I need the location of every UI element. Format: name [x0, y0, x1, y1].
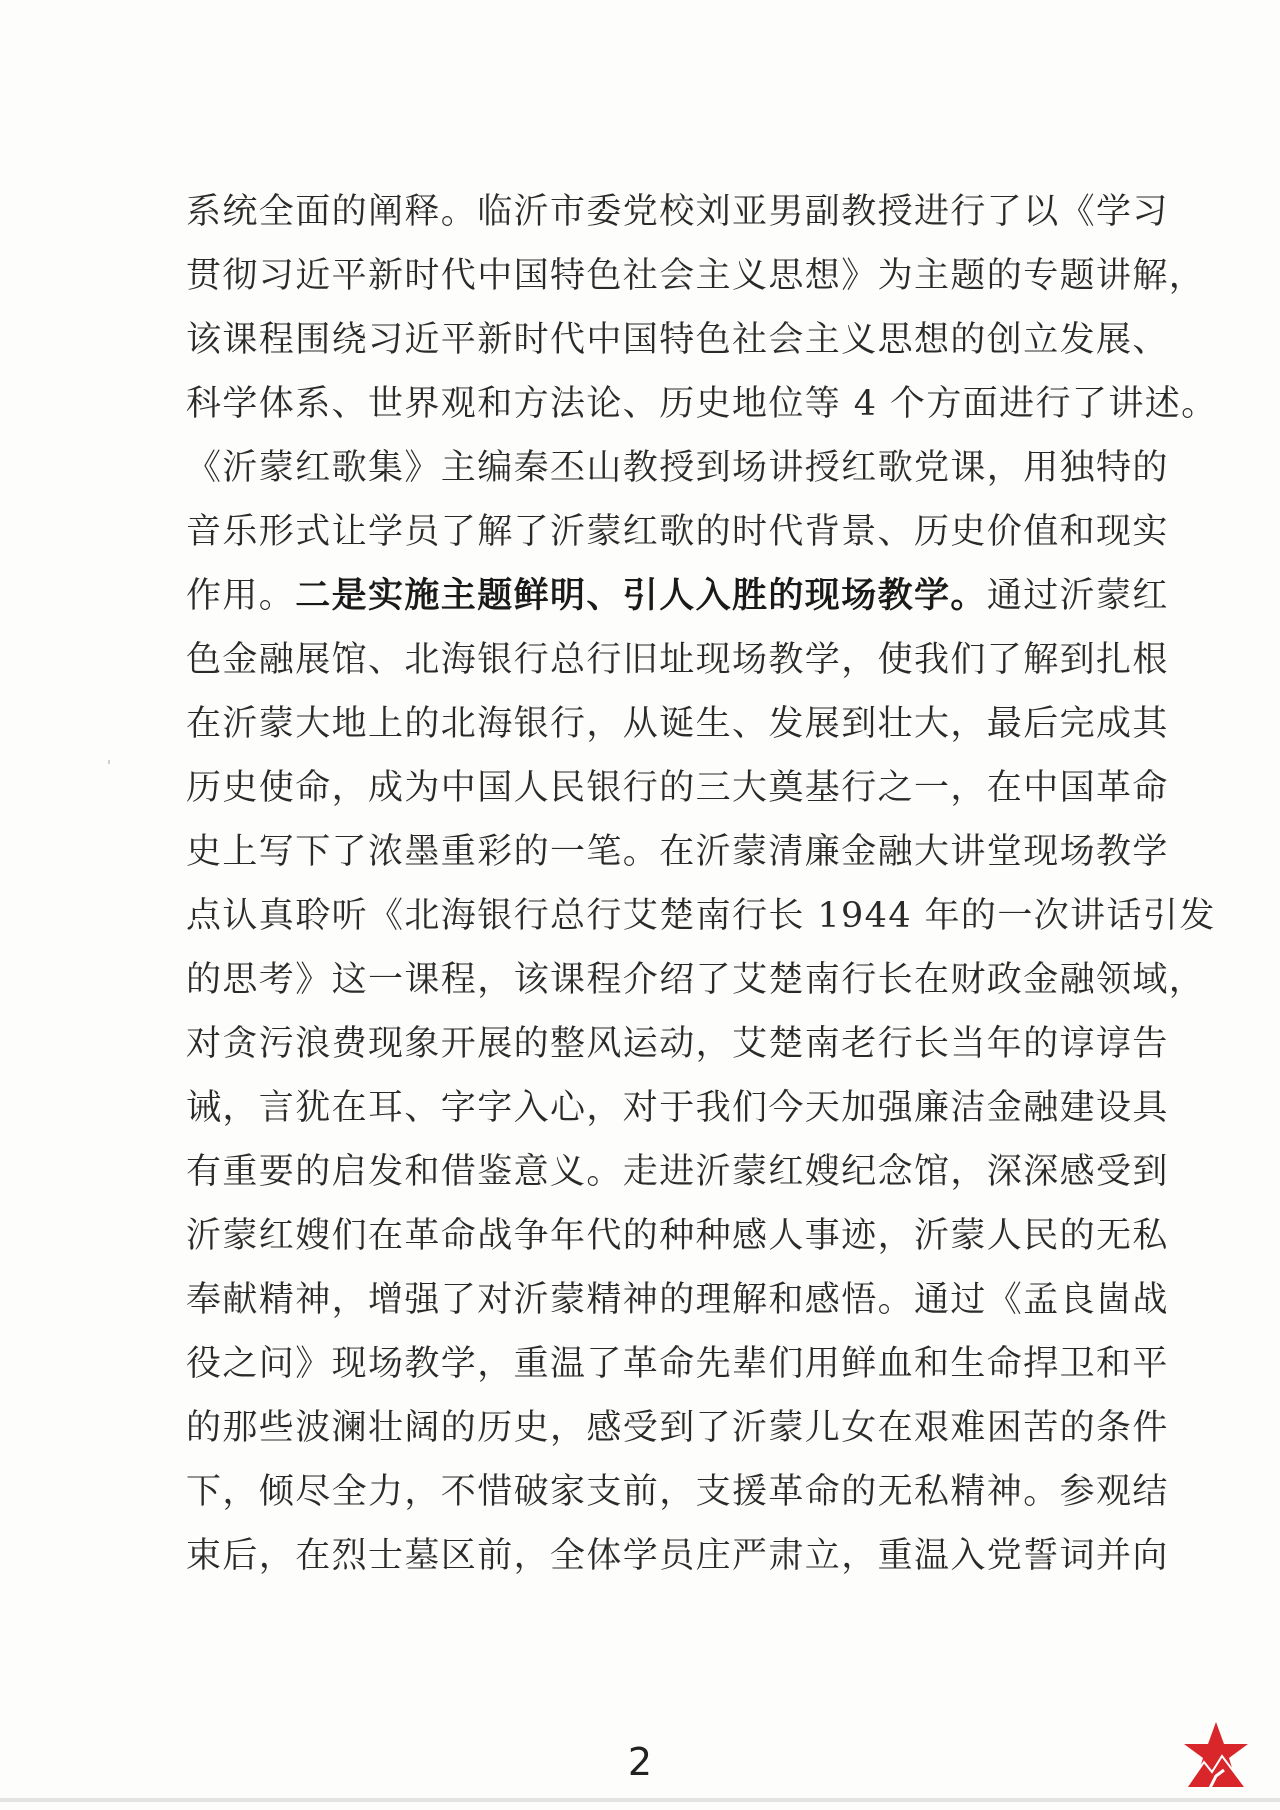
text-line — [186, 1396, 1169, 1460]
text-segment: 作用。 — [186, 576, 296, 616]
text-segment: 科学体系、世界观和方法论、历史地位等 4 个方面进行了讲述。 — [186, 384, 1218, 424]
text-segment: 在沂蒙大地上的北海银行，从诞生、发展到壮大，最后完成其 — [186, 704, 1169, 744]
text-line — [186, 628, 1169, 692]
text-segment: 史上写下了浓墨重彩的一笔。在沂蒙清廉金融大讲堂现场教学 — [186, 832, 1169, 872]
text-line — [186, 756, 1169, 820]
scan-mark — [108, 760, 110, 764]
text-line — [186, 948, 1206, 1012]
body-text — [186, 180, 1218, 1588]
text-segment: 《沂蒙红歌集》主编秦丕山教授到场讲授红歌党课，用独特的 — [186, 448, 1169, 488]
text-segment: 系统全面的阐释。临沂市委党校刘亚男副教授进行了以《学习 — [186, 192, 1169, 232]
text-segment: 有重要的启发和借鉴意义。走进沂蒙红嫂纪念馆，深深感受到 — [186, 1152, 1169, 1192]
text-segment: 役之问》现场教学，重温了革命先辈们用鲜血和生命捍卫和平 — [186, 1344, 1169, 1384]
text-segment: 的那些波澜壮阔的历史，感受到了沂蒙儿女在艰难困苦的条件 — [186, 1408, 1169, 1448]
text-line — [186, 1268, 1169, 1332]
bottom-rule — [0, 1798, 1280, 1802]
text-line — [186, 1524, 1169, 1588]
text-segment: 的思考》这一课程，该课程介绍了艾楚南行长在财政金融领域， — [186, 960, 1206, 1000]
text-line — [186, 500, 1169, 564]
text-line — [186, 564, 1169, 628]
text-segment: 奉献精神，增强了对沂蒙精神的理解和感悟。通过《孟良崮战 — [186, 1280, 1169, 1320]
text-line — [186, 180, 1169, 244]
page-number: 2 — [627, 1740, 653, 1784]
text-segment: 色金融展馆、北海银行总行旧址现场教学，使我们了解到扎根 — [186, 640, 1169, 680]
text-line — [186, 1140, 1169, 1204]
text-segment: 点认真聆听《北海银行总行艾楚南行长 1944 年的一次讲话引发 — [186, 896, 1216, 936]
text-line — [186, 1332, 1169, 1396]
text-segment: 该课程围绕习近平新时代中国特色社会主义思想的创立发展、 — [186, 320, 1169, 360]
logo-svg — [1180, 1718, 1252, 1790]
text-line — [186, 1076, 1169, 1140]
text-line — [186, 1460, 1169, 1524]
text-line — [186, 884, 1216, 948]
text-segment: 通过沂蒙红 — [986, 576, 1169, 616]
text-line — [186, 692, 1169, 756]
text-segment: 对贪污浪费现象开展的整风运动，艾楚南老行长当年的谆谆告 — [186, 1024, 1169, 1064]
bold-heading-segment: 二是实施主题鲜明、引人入胜的现场教学。 — [295, 575, 987, 616]
text-line — [186, 244, 1206, 308]
text-segment: 下，倾尽全力，不惜破家支前，支援革命的无私精神。参观结 — [186, 1472, 1169, 1512]
text-segment: 历史使命，成为中国人民银行的三大奠基行之一，在中国革命 — [186, 768, 1169, 808]
red-star-mountain-logo-icon — [1180, 1718, 1252, 1790]
text-segment: 沂蒙红嫂们在革命战争年代的种种感人事迹，沂蒙人民的无私 — [186, 1216, 1169, 1256]
text-segment: 诫，言犹在耳、字字入心，对于我们今天加强廉洁金融建设具 — [186, 1088, 1169, 1128]
text-line — [186, 1012, 1169, 1076]
text-line — [186, 308, 1169, 372]
text-line — [186, 820, 1169, 884]
text-line — [186, 1204, 1169, 1268]
text-segment: 束后，在烈士墓区前，全体学员庄严肃立，重温入党誓词并向 — [186, 1536, 1169, 1576]
text-line — [186, 372, 1218, 436]
text-segment: 贯彻习近平新时代中国特色社会主义思想》为主题的专题讲解， — [186, 256, 1206, 296]
text-segment: 音乐形式让学员了解了沂蒙红歌的时代背景、历史价值和现实 — [186, 512, 1169, 552]
text-line — [186, 436, 1169, 500]
